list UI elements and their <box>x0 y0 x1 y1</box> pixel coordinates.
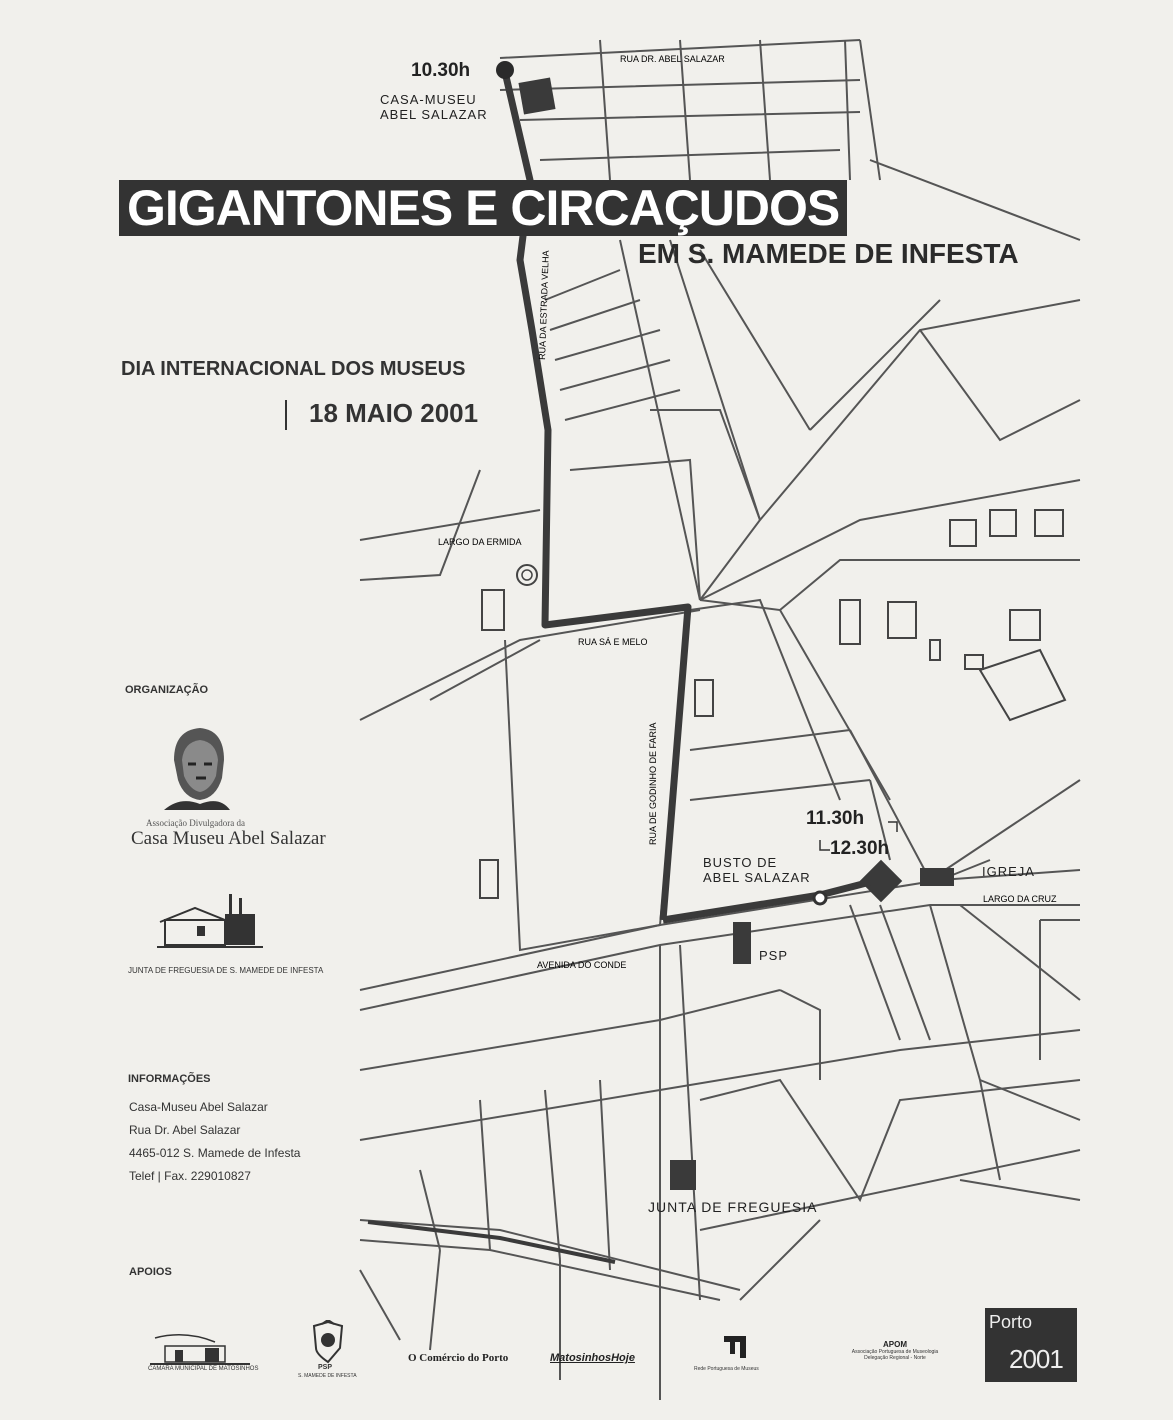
start-place <box>380 92 488 122</box>
apom-sub1: Associação Portuguesa de Museologia <box>851 1349 939 1355</box>
building <box>1035 510 1063 536</box>
matosinhos-logo: MatosinhosHoje <box>550 1352 635 1364</box>
informacoes-heading: INFORMAÇÕES <box>128 1073 211 1085</box>
street-line <box>360 905 1080 1010</box>
label-rua-abel-salazar: RUA DR. ABEL SALAZAR <box>620 54 725 64</box>
start-place-line2: ABEL SALAZAR <box>380 107 488 122</box>
org2-name: JUNTA DE FREGUESIA DE S. MAMEDE DE INFESTA <box>128 966 324 975</box>
chapel-symbol <box>517 565 537 585</box>
route-start-dot <box>496 61 514 79</box>
street-line <box>360 1030 1080 1140</box>
museus-network-icon <box>722 1334 748 1360</box>
apoios-heading: APOIOS <box>129 1266 172 1278</box>
contact-line: Casa-Museu Abel Salazar <box>129 1100 268 1114</box>
poster-subtitle: EM S. MAMEDE DE INFESTA <box>638 238 1019 269</box>
label-largo-cruz: LARGO DA CRUZ <box>983 894 1057 904</box>
porto-year: 2001 <box>1009 1344 1063 1374</box>
street-line <box>360 1220 740 1300</box>
building <box>480 860 498 898</box>
street-line <box>360 870 1080 990</box>
poster-title: GIGANTONES E CIRCAÇUDOS <box>119 180 847 236</box>
building <box>930 640 940 660</box>
street-line <box>620 240 810 600</box>
igreja-label: IGREJA <box>982 864 1035 879</box>
building <box>888 602 916 638</box>
porto-word: Porto <box>989 1312 1033 1332</box>
label-largo-ermida: LARGO DA ERMIDA <box>438 537 522 547</box>
street-line <box>930 905 1080 1180</box>
apom-name: APOM <box>883 1340 907 1349</box>
building <box>840 600 860 644</box>
street-line <box>760 300 1080 520</box>
mid-place-line2: ABEL SALAZAR <box>703 870 811 885</box>
mid-time-end: 12.30h <box>830 838 890 859</box>
street-line <box>660 945 700 1300</box>
camara-caption: CAMARA MUNICIPAL DE MATOSINHOS <box>148 1366 259 1372</box>
psp-badge-icon <box>310 1320 346 1364</box>
street-line <box>690 730 870 800</box>
porto-2001-logo <box>985 1308 1077 1382</box>
street-line <box>360 610 700 720</box>
contact-line: Rua Dr. Abel Salazar <box>129 1123 241 1137</box>
psp-marker <box>733 922 751 964</box>
street-line <box>850 905 930 1040</box>
street-line <box>650 410 760 600</box>
junta-building-logo <box>155 890 265 950</box>
junta-marker <box>670 1160 696 1190</box>
psp-subcaption: S. MAMEDE DE INFESTA <box>298 1373 357 1379</box>
psp-label: PSP <box>759 948 789 963</box>
street-line <box>360 470 540 700</box>
label-rua-godinho-faria: RUA DE GODINHO DE FARIA <box>648 722 658 845</box>
comercio-logo: O Comércio do Porto <box>408 1352 509 1364</box>
psp-caption: PSP <box>318 1364 333 1371</box>
building <box>980 650 1065 720</box>
date-divider <box>285 400 287 430</box>
route-path-east <box>663 880 878 920</box>
apom-sub2: Delegação Regional - Norte <box>864 1355 926 1361</box>
building <box>990 510 1016 536</box>
mid-place-line1: BUSTO DE <box>703 855 778 870</box>
building <box>1010 610 1040 640</box>
street-line <box>810 300 1080 440</box>
street-line <box>570 460 700 600</box>
street-line <box>860 40 1080 240</box>
label-rua-sa-melo: RUA SÁ E MELO <box>578 637 648 647</box>
junta-label: JUNTA DE FREGUESIA <box>648 1199 818 1215</box>
route-rail <box>368 1222 615 1262</box>
apom-logo <box>830 1340 960 1361</box>
museus-caption: Rede Portuguesa de Museus <box>694 1366 759 1372</box>
igreja-marker <box>920 868 954 886</box>
mid-time-start: 11.30h <box>806 808 865 829</box>
mid-place <box>703 855 811 885</box>
contact-line: Telef | Fax. 229010827 <box>129 1169 251 1183</box>
building <box>950 520 976 546</box>
street-line <box>700 1150 1080 1300</box>
contact-block <box>129 1096 300 1188</box>
organizacao-heading: ORGANIZAÇÃO <box>125 684 209 696</box>
start-place-line1: CASA-MUSEU <box>380 92 477 107</box>
org1-name: Casa Museu Abel Salazar <box>131 828 326 849</box>
street-line <box>940 860 1080 1060</box>
street-line <box>700 560 1080 800</box>
street-line <box>545 270 680 420</box>
event-name: DIA INTERNACIONAL DOS MUSEUS <box>121 358 466 380</box>
chapel-symbol <box>522 570 532 580</box>
street-line <box>700 480 1080 600</box>
building <box>965 655 983 669</box>
street-line <box>360 1250 660 1400</box>
building <box>695 680 713 716</box>
building <box>482 590 504 630</box>
casa-museu-marker <box>518 77 555 114</box>
abel-salazar-portrait <box>160 720 232 810</box>
contact-line: 4465-012 S. Mamede de Infesta <box>129 1146 301 1160</box>
start-time: 10.30h <box>411 60 471 81</box>
label-rua-estrada-velha: RUA DA ESTRADA VELHA <box>537 250 551 361</box>
org1-small: Associação Divulgadora da <box>146 818 245 828</box>
street-line <box>360 990 820 1080</box>
label-avenida-conde: AVENIDA DO CONDE <box>537 960 627 970</box>
camara-logo <box>145 1330 255 1370</box>
street-line <box>960 1080 1080 1200</box>
busto-dot <box>814 892 826 904</box>
event-date: 18 MAIO 2001 <box>309 398 479 428</box>
